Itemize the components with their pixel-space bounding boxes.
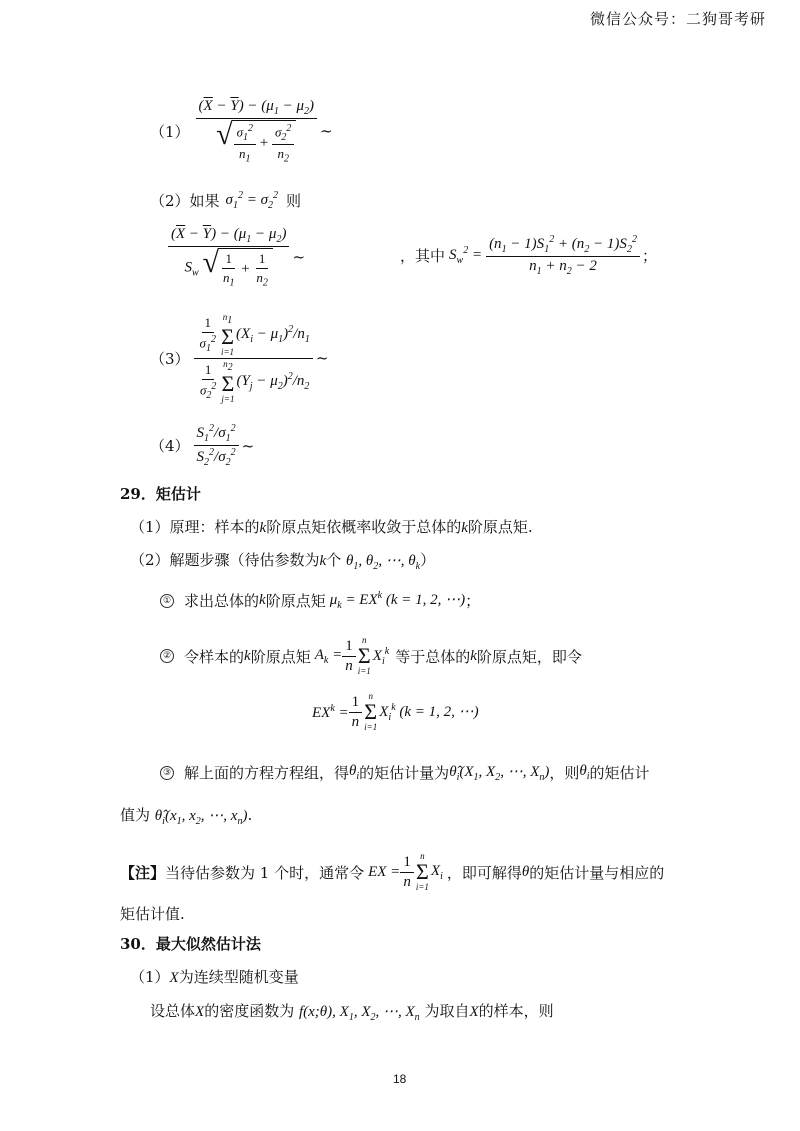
item2-then: 则	[285, 192, 301, 210]
item4-fraction: $\frac{S_1^2/\sigma_1^2}{S_2^2/\sigma_2^2}$	[194, 423, 239, 468]
item2-tilde: ~	[292, 248, 306, 267]
dist-item-2	[168, 226, 305, 289]
wechat-header: 微信公众号：二狗哥考研	[589, 10, 766, 28]
s29-note: 【注】 当待估参数为 1 个时，通常令 EX = $\frac{1}{n}$ n Σ i=1 $X_i$ ，即可解得 θ 的矩估计量与相应的	[120, 851, 665, 892]
section-29-title: 29．矩估计	[120, 485, 201, 503]
s29-step-1: ① 求出总体的 k 阶原点矩 $\mu_k = EX^k$ (k = 1, 2, ⋯) ；	[160, 590, 480, 611]
item1-fraction	[196, 98, 317, 165]
s30-p2: 设总体X的密度函数为 f(x;θ), $X_1$, $X_2$, ⋯, $X_n$ 为取自X的样本，则	[150, 1002, 554, 1023]
s29-step-2: ② 令样本的 k 阶原点矩 $A_k$ = $\frac{1}{n}$ n Σ i=1 $X_i^k$ 等于总体的 k 阶原点矩，即令	[160, 636, 582, 676]
item2-cond: $\sigma_1^2 = \sigma_2^2$	[225, 190, 278, 211]
dist-item-2-condition	[150, 190, 301, 211]
item1-numerator: $(\overline{X} - \overline{Y}) - (\mu_1 - \mu_2)$	[196, 98, 317, 119]
item2-fraction: $(\overline{X} - \overline{Y}) - (\mu_1 - \mu_2)$ $S_w$ √ $\frac{1}{n_1}$ + $\frac{1}{n_2}$	[168, 226, 289, 289]
item2-where: ，其中 $S_w^2$ = $\frac{(n_1 - 1)S_1^2 + (n_2 - 1)S_2^2}{n_1 + n_2 - 2}$ ；	[400, 234, 657, 277]
s29-steps-intro: （2）解题步骤（待估参数为k个 $\theta_1$, $\theta_2$, ⋯, $\theta_k$）	[130, 551, 436, 572]
item1-label: （1）	[150, 122, 190, 141]
item3-fraction: $\frac{1}{\sigma_1^2}$ $n_1$ Σ i=1 $(X_i - \mu_1)^2/n_1$ $\frac{1}{\sigma_2^2}$ $n_2$ Σ j=1 $(Y_j - \mu_2)^2/n_2$	[194, 313, 313, 404]
item2-label: （2）如果	[150, 192, 220, 210]
dist-item-3: （3） $\frac{1}{\sigma_1^2}$ $n_1$ Σ i=1 $(X_i - \mu_1)^2/n_1$ $\frac{1}{\sigma_2^2}$ $n_2$ Σ j=1 $(Y_j - \mu_2)^2/n_2$ ~	[150, 312, 329, 404]
page-number: 18	[393, 1072, 407, 1086]
item1-denominator: √ $\frac{\sigma_1^2}{n_1}$ + $\frac{\sigma_2^2}{n_2}$	[213, 119, 299, 165]
s30-p1: （1）X为连续型随机变量	[130, 968, 299, 986]
s29-center-equation: $EX^k$ = $\frac{1}{n}$ n Σ i=1 $X_i^k$ (k = 1, 2, ⋯)	[312, 691, 479, 732]
dist-item-4: （4） $\frac{S_1^2/\sigma_1^2}{S_2^2/\sigma_2^2}$ ~	[150, 423, 255, 468]
s29-step-3: ③ 解上面的方程方程组，得 $\theta_i$ 的矩估计量为 $\thetâ_i(X_1$, $X_2$, ⋯, $X_n$) ，则 $\theta_i$ 的矩估计	[160, 762, 650, 783]
sw-fraction: $\frac{(n_1 - 1)S_1^2 + (n_2 - 1)S_2^2}{n_1 + n_2 - 2}$	[486, 234, 640, 277]
s29-step-3-cont: 值为 $\thetâ_i(x_1$, $x_2$, ⋯, $x_n$).	[120, 806, 253, 827]
item1-tilde: ~	[320, 122, 333, 141]
s29-note-cont: 矩估计值.	[120, 905, 185, 923]
s29-principle: （1）原理：样本的k阶原点矩依概率收敛于总体的k阶原点矩.	[130, 518, 533, 536]
dist-item-1	[150, 98, 333, 165]
section-30-title: 30．最大似然估计法	[120, 935, 261, 953]
